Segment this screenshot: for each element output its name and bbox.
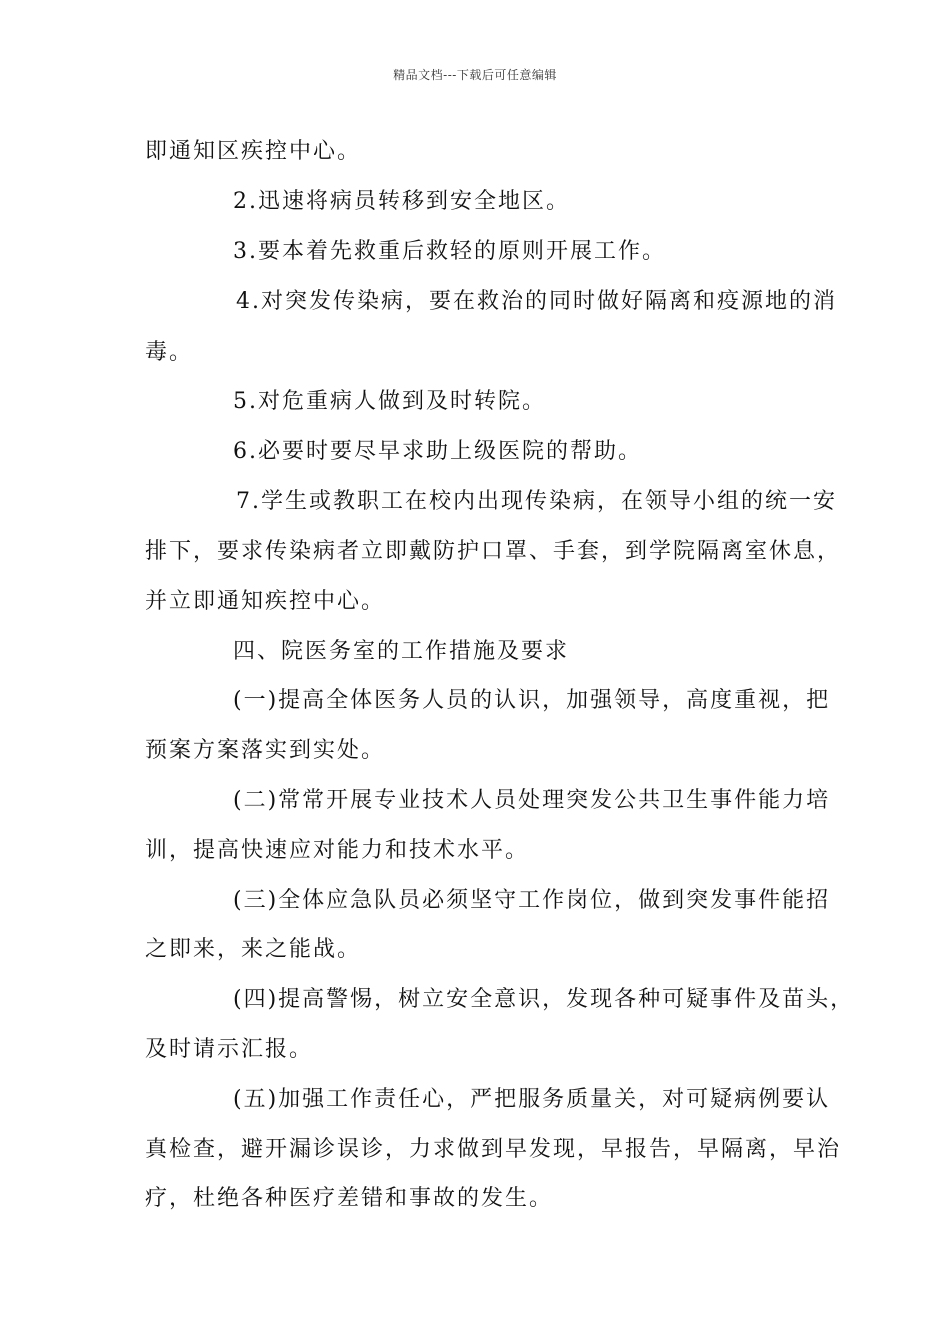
text-line: 预案方案落实到实处。: [145, 738, 386, 763]
text-line: 即通知区疾控中心。: [145, 139, 362, 164]
text-line: 7.学生或教职工在校内出现传染病，在领导小组的统一安: [236, 489, 837, 514]
text-line: 6.必要时要尽早求助上级医院的帮助。: [233, 439, 642, 464]
text-line: (二)常常开展专业技术人员处理突发公共卫生事件能力培: [233, 788, 831, 813]
text-line: 疗，杜绝各种医疗差错和事故的发生。: [145, 1186, 554, 1211]
text-line: 毒。: [145, 340, 194, 365]
text-line: (四)提高警惕，树立安全意识，发现各种可疑事件及苗头，: [233, 987, 855, 1012]
text-line: (一)提高全体医务人员的认识，加强领导，高度重视，把: [233, 688, 831, 713]
text-line: 排下，要求传染病者立即戴防护口罩、手套，到学院隔离室休息，: [145, 539, 842, 564]
text-line: 真检查，避开漏诊误诊，力求做到早发现，早报告，早隔离，早治: [145, 1137, 842, 1162]
text-line: (三)全体应急队员必须坚守工作岗位，做到突发事件能招: [233, 888, 831, 913]
text-line: 并立即通知疾控中心。: [145, 589, 386, 614]
text-line: 3.要本着先救重后救轻的原则开展工作。: [233, 239, 666, 264]
text-line: 2.迅速将病员转移到安全地区。: [233, 189, 570, 214]
text-line: (五)加强工作责任心，严把服务质量关，对可疑病例要认: [233, 1087, 831, 1112]
text-line: 4.对突发传染病，要在救治的同时做好隔离和疫源地的消: [236, 289, 837, 314]
page-header: 精品文档---下载后可任意编辑: [393, 68, 557, 82]
text-line: 之即来，来之能战。: [145, 937, 362, 962]
text-line: 5.对危重病人做到及时转院。: [233, 389, 546, 414]
text-line: 训，提高快速应对能力和技术水平。: [145, 838, 530, 863]
text-line: 及时请示汇报。: [145, 1037, 314, 1062]
section-heading: 四、院医务室的工作措施及要求: [233, 639, 570, 664]
